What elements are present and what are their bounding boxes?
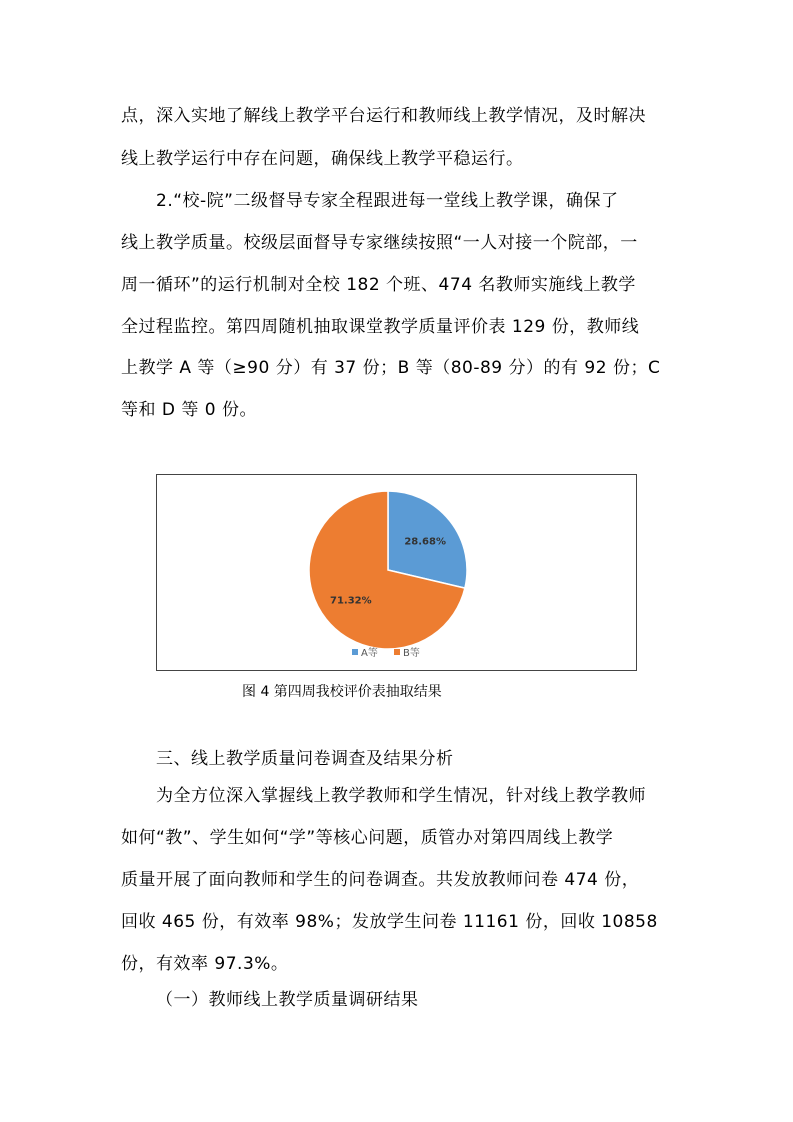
figure-caption: 图 4 第四周我校评价表抽取结果 bbox=[242, 684, 442, 700]
section-subheading: （一）教师线上教学质量调研结果 bbox=[156, 990, 419, 1010]
paragraph-line: 周一循环”的运行机制对全校 182 个班、474 名教师实施线上教学 bbox=[121, 275, 636, 295]
paragraph-line: 上教学 A 等（≥90 分）有 37 份；B 等（80-89 分）的有 92 份；C bbox=[121, 358, 661, 378]
legend-label: A等 bbox=[361, 648, 378, 659]
paragraph-line: 质量开展了面向教师和学生的问卷调查。共发放教师问卷 474 份， bbox=[121, 870, 640, 890]
paragraph-line: 等和 D 等 0 份。 bbox=[121, 400, 258, 420]
paragraph-line: 线上教学运行中存在问题，确保线上教学平稳运行。 bbox=[121, 149, 524, 169]
legend-swatch bbox=[394, 649, 400, 655]
section-heading: 三、线上教学质量问卷调查及结果分析 bbox=[156, 749, 454, 769]
pie-chart-svg bbox=[157, 475, 638, 672]
paragraph-line: 为全方位深入掌握线上教学教师和学生情况，针对线上教学教师 bbox=[156, 786, 646, 806]
paragraph-line: 全过程监控。第四周随机抽取课堂教学质量评价表 129 份，教师线 bbox=[121, 317, 640, 337]
paragraph-line: 线上教学质量。校级层面督导专家继续按照“一人对接一个院部，一 bbox=[121, 233, 638, 253]
legend-label: B等 bbox=[403, 648, 420, 659]
pie-chart bbox=[156, 474, 637, 671]
data-label: 28.68% bbox=[404, 536, 446, 548]
paragraph-line: 份，有效率 97.3%。 bbox=[121, 954, 289, 974]
data-label: 71.32% bbox=[330, 595, 372, 607]
paragraph-line: 点，深入实地了解线上教学平台运行和教师线上教学情况，及时解决 bbox=[121, 106, 646, 126]
paragraph-line: 2.“校-院”二级督导专家全程跟进每一堂线上教学课，确保了 bbox=[156, 191, 619, 211]
paragraph-line: 回收 465 份，有效率 98%；发放学生问卷 11161 份，回收 10858 bbox=[121, 912, 658, 932]
paragraph-line: 如何“教”、学生如何“学”等核心问题，质管办对第四周线上教学 bbox=[121, 828, 614, 848]
legend-swatch bbox=[352, 649, 358, 655]
